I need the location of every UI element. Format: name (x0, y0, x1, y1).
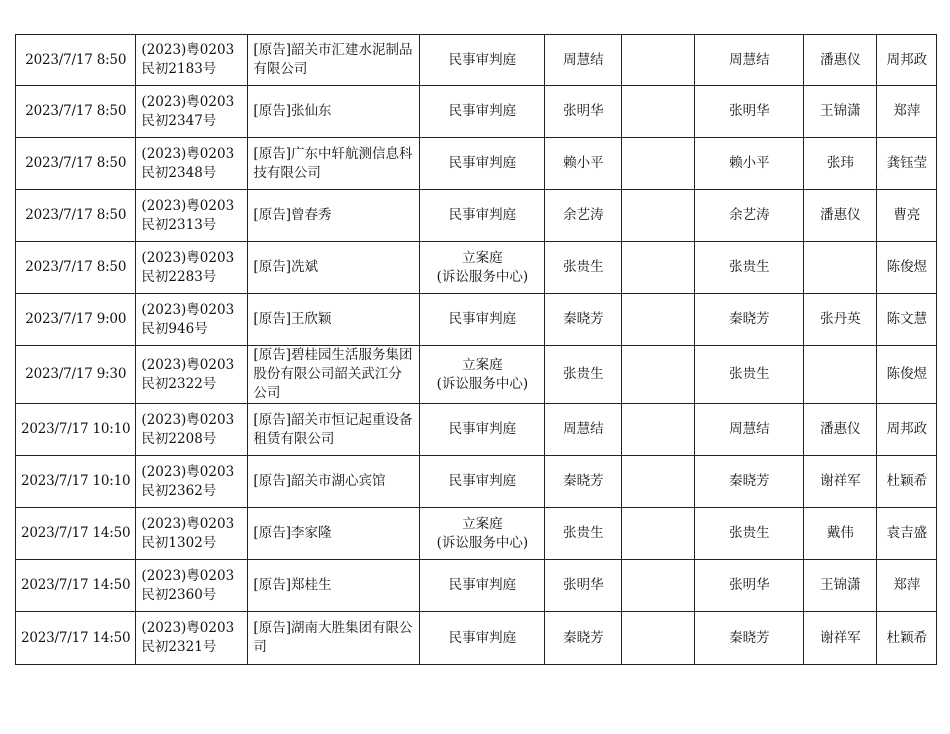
hearing-time-cell-text: 2023/7/17 10:10 (21, 473, 131, 489)
judge-cell-text: 张贵生 (563, 259, 604, 275)
party-cell (248, 456, 420, 508)
panel-member-cell-text: 张丹英 (820, 311, 861, 327)
case-number-cell-text: 民初2283号 (141, 268, 217, 285)
clerk-cell-text: 曹亮 (893, 207, 921, 223)
judge-cell-text: 余艺涛 (563, 207, 604, 223)
hearing-time-cell (16, 190, 136, 242)
presiding-judge-cell (695, 560, 804, 612)
table-row (16, 508, 937, 560)
table-row (16, 86, 937, 138)
tribunal-cell (420, 35, 545, 86)
clerk-cell-text: 郑萍 (893, 577, 921, 593)
clerk-cell-text: 杜颖希 (886, 629, 928, 646)
tribunal-cell (420, 508, 545, 560)
clerk-cell (877, 138, 937, 190)
panel-member-cell (804, 456, 877, 508)
judge-cell-text: 张明华 (563, 103, 604, 119)
blank-cell (622, 508, 695, 560)
table-row (16, 560, 937, 612)
party-cell (248, 35, 420, 86)
judge-cell (545, 346, 622, 404)
party-cell-text: [原告]韶关市湖心宾馆 (253, 473, 386, 489)
hearing-time-cell (16, 404, 136, 456)
case-number-cell-text: (2023)粤0203 (141, 463, 235, 480)
clerk-cell (877, 294, 937, 346)
judge-cell (545, 35, 622, 86)
presiding-judge-cell-text: 赖小平 (729, 155, 770, 171)
panel-member-cell-text: 王锦潇 (820, 103, 861, 119)
tribunal-cell (420, 242, 545, 294)
case-number-cell-text: (2023)粤0203 (141, 515, 235, 532)
presiding-judge-cell-text: 张贵生 (729, 525, 770, 541)
case-number-cell-text: (2023)粤0203 (141, 301, 235, 318)
case-number-cell-text: (2023)粤0203 (141, 249, 235, 266)
case-number-cell-text: 民初2347号 (141, 112, 217, 129)
tribunal-cell-text: 民事审判庭 (448, 421, 517, 437)
hearing-time-cell (16, 456, 136, 508)
case-number-cell-text: 民初2360号 (141, 586, 217, 603)
clerk-cell (877, 456, 937, 508)
judge-cell (545, 508, 622, 560)
case-number-cell-text: 民初2322号 (141, 375, 217, 392)
case-number-cell (136, 86, 248, 138)
party-cell (248, 294, 420, 346)
presiding-judge-cell (695, 138, 804, 190)
hearing-time-cell (16, 560, 136, 612)
hearing-time-cell (16, 612, 136, 665)
panel-member-cell-text: 谢祥军 (820, 629, 861, 646)
party-cell-text: [原告]湖南大胜集团有限公司 (253, 620, 413, 655)
hearing-time-cell-text: 2023/7/17 14:50 (21, 577, 131, 593)
panel-member-cell-text: 张玮 (826, 155, 854, 171)
tribunal-cell-text: 民事审判庭 (448, 473, 517, 489)
clerk-cell (877, 612, 937, 665)
case-number-cell-text: (2023)粤0203 (141, 356, 235, 373)
party-cell-text: [原告]郑桂生 (253, 577, 332, 593)
clerk-cell (877, 35, 937, 86)
panel-member-cell (804, 86, 877, 138)
panel-member-cell (804, 294, 877, 346)
tribunal-cell (420, 560, 545, 612)
presiding-judge-cell (695, 190, 804, 242)
tribunal-cell (420, 612, 545, 665)
case-number-cell-text: (2023)粤0203 (141, 42, 235, 58)
case-number-cell (136, 242, 248, 294)
case-number-cell-text: (2023)粤0203 (141, 620, 235, 636)
judge-cell-text: 周慧结 (563, 421, 604, 437)
blank-cell (622, 35, 695, 86)
blank-cell (622, 612, 695, 665)
tribunal-cell-text: 民事审判庭 (448, 103, 517, 119)
judge-cell-text: 张贵生 (563, 525, 604, 541)
party-cell (248, 612, 420, 665)
party-cell-text: [原告]张仙东 (253, 103, 332, 119)
table-row (16, 612, 937, 665)
party-cell-text: [原告]碧桂园生活服务集团股份有限公司韶关武江分公司 (253, 347, 413, 401)
blank-cell (622, 560, 695, 612)
case-number-cell-text: (2023)粤0203 (141, 145, 235, 162)
panel-member-cell (804, 508, 877, 560)
party-cell (248, 138, 420, 190)
hearing-time-cell (16, 346, 136, 404)
judge-cell-text: 秦晓芳 (563, 311, 604, 327)
presiding-judge-cell (695, 612, 804, 665)
party-cell-text: [原告]冼斌 (253, 259, 318, 275)
tribunal-cell (420, 86, 545, 138)
case-number-cell (136, 346, 248, 404)
presiding-judge-cell-text: 秦晓芳 (729, 311, 770, 327)
table-row (16, 242, 937, 294)
panel-member-cell (804, 190, 877, 242)
case-number-cell (136, 294, 248, 346)
hearing-time-cell-text: 2023/7/17 8:50 (25, 103, 127, 119)
case-number-cell-text: 民初1302号 (141, 534, 217, 551)
case-number-cell-text: (2023)粤0203 (141, 93, 235, 110)
clerk-cell-text: 陈俊煜 (886, 366, 928, 382)
blank-cell (622, 190, 695, 242)
case-number-cell (136, 35, 248, 86)
table-row (16, 35, 937, 86)
clerk-cell-text: 周邦政 (886, 421, 928, 437)
party-cell (248, 508, 420, 560)
clerk-cell-text: 袁吉盛 (886, 525, 928, 541)
tribunal-cell-text: (诉讼服务中心) (436, 375, 529, 392)
panel-member-cell (804, 35, 877, 86)
panel-member-cell-text: 王锦潇 (820, 577, 861, 593)
presiding-judge-cell (695, 456, 804, 508)
panel-member-cell (804, 138, 877, 190)
presiding-judge-cell-text: 张贵生 (729, 366, 770, 382)
hearing-time-cell (16, 508, 136, 560)
hearing-time-cell-text: 2023/7/17 10:10 (21, 421, 131, 437)
judge-cell (545, 138, 622, 190)
tribunal-cell-text: (诉讼服务中心) (436, 534, 529, 551)
party-cell (248, 346, 420, 404)
tribunal-cell-text: 民事审判庭 (448, 51, 517, 68)
party-cell-text: [原告]广东中轩航测信息科技有限公司 (253, 145, 413, 181)
tribunal-cell-text: 民事审判庭 (448, 155, 517, 171)
clerk-cell-text: 周邦政 (886, 51, 928, 68)
panel-member-cell (804, 560, 877, 612)
party-cell-text: [原告]王欣颖 (253, 311, 332, 327)
blank-cell (622, 346, 695, 404)
panel-member-cell-text: 潘惠仪 (820, 207, 861, 223)
case-number-cell-text: 民初946号 (141, 320, 208, 337)
party-cell-text: [原告]韶关市汇建水泥制品有限公司 (253, 42, 413, 77)
presiding-judge-cell (695, 346, 804, 404)
panel-member-cell-text: 谢祥军 (820, 473, 861, 489)
table-row (16, 404, 937, 456)
table-row (16, 294, 937, 346)
hearing-time-cell-text: 2023/7/17 9:00 (25, 311, 127, 327)
clerk-cell (877, 508, 937, 560)
case-number-cell (136, 508, 248, 560)
hearing-schedule-table (15, 34, 937, 665)
judge-cell-text: 张明华 (563, 577, 604, 593)
judge-cell (545, 404, 622, 456)
hearing-time-cell (16, 294, 136, 346)
case-number-cell-text: (2023)粤0203 (141, 197, 235, 214)
hearing-time-cell-text: 2023/7/17 14:50 (21, 525, 131, 541)
clerk-cell (877, 346, 937, 404)
case-number-cell-text: 民初2208号 (141, 430, 217, 447)
hearing-time-cell (16, 138, 136, 190)
party-cell-text: [原告]韶关市恒记起重设备租赁有限公司 (253, 411, 413, 447)
hearing-time-cell-text: 2023/7/17 8:50 (25, 207, 127, 223)
tribunal-cell-text: 民事审判庭 (448, 207, 517, 223)
blank-cell (622, 456, 695, 508)
table-row (16, 190, 937, 242)
presiding-judge-cell-text: 余艺涛 (729, 207, 770, 223)
case-number-cell-text: 民初2348号 (141, 164, 217, 181)
judge-cell-text: 秦晓芳 (563, 473, 604, 489)
party-cell (248, 560, 420, 612)
judge-cell (545, 612, 622, 665)
clerk-cell (877, 560, 937, 612)
hearing-time-cell (16, 242, 136, 294)
panel-member-cell-text: 潘惠仪 (820, 421, 861, 437)
clerk-cell-text: 陈文慧 (886, 311, 928, 327)
tribunal-cell-text: 立案庭 (462, 249, 503, 266)
tribunal-cell-text: (诉讼服务中心) (436, 268, 529, 285)
presiding-judge-cell (695, 508, 804, 560)
case-number-cell (136, 190, 248, 242)
table-row (16, 456, 937, 508)
presiding-judge-cell-text: 张贵生 (729, 259, 770, 275)
panel-member-cell (804, 346, 877, 404)
judge-cell (545, 190, 622, 242)
tribunal-cell-text: 民事审判庭 (448, 577, 517, 593)
party-cell (248, 242, 420, 294)
blank-cell (622, 242, 695, 294)
party-cell (248, 86, 420, 138)
presiding-judge-cell (695, 86, 804, 138)
case-number-cell-text: 民初2362号 (141, 482, 217, 499)
tribunal-cell-text: 民事审判庭 (448, 311, 517, 327)
party-cell-text: [原告]曾春秀 (253, 207, 332, 223)
clerk-cell-text: 郑萍 (893, 103, 921, 119)
presiding-judge-cell (695, 242, 804, 294)
hearing-time-cell-text: 2023/7/17 8:50 (25, 259, 127, 275)
presiding-judge-cell (695, 35, 804, 86)
case-number-cell (136, 138, 248, 190)
case-number-cell (136, 404, 248, 456)
tribunal-cell-text: 立案庭 (462, 515, 503, 532)
tribunal-cell (420, 346, 545, 404)
clerk-cell (877, 86, 937, 138)
judge-cell-text: 周慧结 (563, 51, 604, 68)
hearing-time-cell-text: 2023/7/17 9:30 (25, 366, 127, 382)
clerk-cell-text: 陈俊煜 (886, 259, 928, 275)
case-number-cell (136, 612, 248, 665)
presiding-judge-cell-text: 张明华 (729, 103, 770, 119)
hearing-time-cell-text: 2023/7/17 8:50 (25, 51, 127, 68)
party-cell (248, 404, 420, 456)
presiding-judge-cell-text: 秦晓芳 (729, 629, 770, 646)
judge-cell-text: 赖小平 (563, 155, 604, 171)
judge-cell (545, 86, 622, 138)
clerk-cell-text: 杜颖希 (886, 473, 928, 489)
party-cell-text: [原告]李家隆 (253, 525, 332, 541)
presiding-judge-cell-text: 周慧结 (729, 421, 770, 437)
blank-cell (622, 86, 695, 138)
judge-cell (545, 242, 622, 294)
presiding-judge-cell (695, 404, 804, 456)
presiding-judge-cell-text: 秦晓芳 (729, 473, 770, 489)
hearing-time-cell (16, 35, 136, 86)
case-number-cell-text: 民初2321号 (141, 639, 217, 655)
case-number-cell-text: 民初2313号 (141, 216, 217, 233)
tribunal-cell (420, 190, 545, 242)
panel-member-cell-text: 戴伟 (826, 525, 854, 541)
party-cell (248, 190, 420, 242)
hearing-time-cell-text: 2023/7/17 8:50 (25, 155, 127, 171)
case-number-cell-text: (2023)粤0203 (141, 411, 235, 428)
case-number-cell-text: 民初2183号 (141, 61, 217, 77)
panel-member-cell-text: 潘惠仪 (820, 51, 861, 68)
judge-cell (545, 294, 622, 346)
judge-cell-text: 张贵生 (563, 366, 604, 382)
presiding-judge-cell-text: 周慧结 (729, 51, 770, 68)
blank-cell (622, 294, 695, 346)
blank-cell (622, 404, 695, 456)
table-body (16, 35, 937, 665)
judge-cell-text: 秦晓芳 (563, 629, 604, 646)
case-number-cell (136, 560, 248, 612)
tribunal-cell-text: 民事审判庭 (448, 629, 517, 646)
table-row (16, 138, 937, 190)
hearing-time-cell (16, 86, 136, 138)
tribunal-cell (420, 138, 545, 190)
panel-member-cell (804, 612, 877, 665)
case-number-cell-text: (2023)粤0203 (141, 567, 235, 584)
tribunal-cell-text: 立案庭 (462, 356, 503, 373)
clerk-cell (877, 404, 937, 456)
presiding-judge-cell-text: 张明华 (729, 577, 770, 593)
judge-cell (545, 456, 622, 508)
clerk-cell (877, 190, 937, 242)
panel-member-cell (804, 242, 877, 294)
tribunal-cell (420, 456, 545, 508)
table-row (16, 346, 937, 404)
presiding-judge-cell (695, 294, 804, 346)
clerk-cell-text: 龚钰莹 (886, 155, 928, 171)
clerk-cell (877, 242, 937, 294)
blank-cell (622, 138, 695, 190)
case-number-cell (136, 456, 248, 508)
tribunal-cell (420, 294, 545, 346)
hearing-time-cell-text: 2023/7/17 14:50 (21, 629, 131, 646)
tribunal-cell (420, 404, 545, 456)
panel-member-cell (804, 404, 877, 456)
judge-cell (545, 560, 622, 612)
